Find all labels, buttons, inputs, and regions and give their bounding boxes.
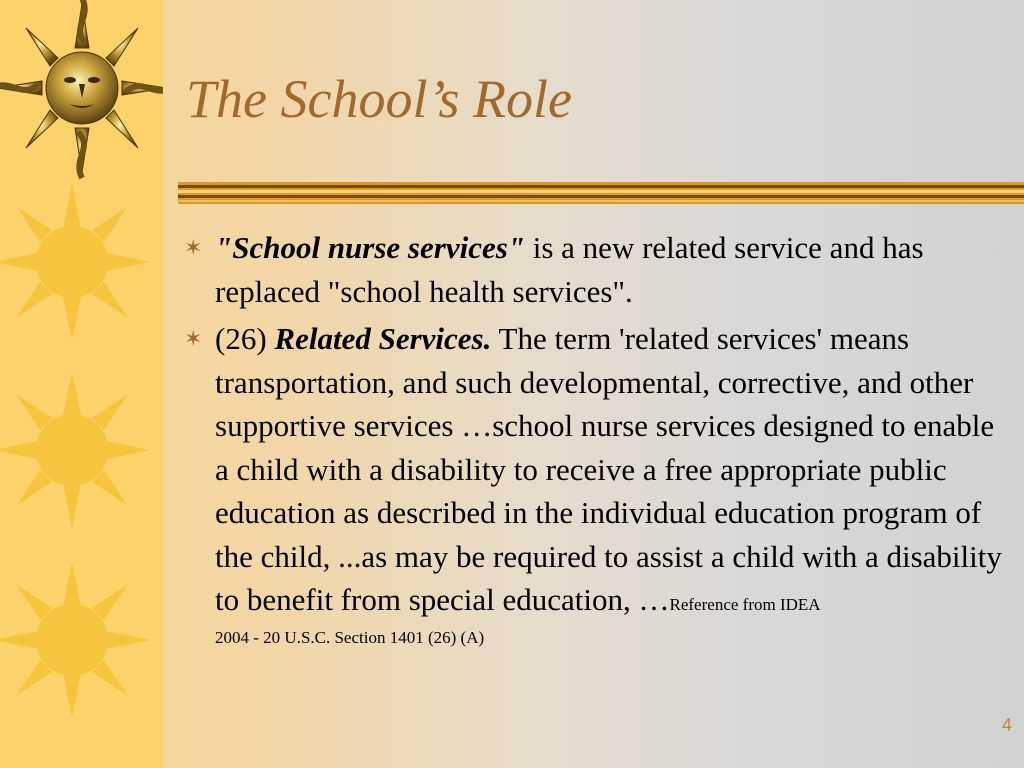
reference-citation: 2004 - 20 U.S.C. Section 1401 (26) (A)	[215, 627, 485, 647]
sun-icon	[0, 372, 150, 528]
star-bullet-icon: ✶	[184, 326, 203, 351]
sun-face-icon	[0, 0, 163, 178]
bullet-prefix: (26)	[215, 321, 275, 356]
page-number: 4	[1001, 715, 1012, 735]
sidebar-suns	[0, 0, 163, 768]
bullet-item	[184, 226, 1009, 313]
sun-icon	[0, 184, 150, 340]
sun-icon	[0, 562, 150, 718]
bullet-text: is a new related service and has replaced "school health services".	[215, 230, 924, 309]
bullet-emphasis: Related Services.	[274, 321, 492, 356]
reference-text: Reference from IDEA	[669, 595, 821, 614]
slide-title: The School’s Role	[186, 69, 572, 129]
bullet-emphasis: "School nurse services"	[215, 230, 525, 265]
decorative-sidebar	[0, 0, 163, 768]
star-bullet-icon: ✶	[184, 235, 203, 260]
title-divider	[178, 182, 1024, 204]
slide-body	[184, 226, 1009, 663]
bullet-text: The term 'related services' means transportation, and such developmental, corrective, and other supportive services …school nurse services designed to enable a child with a disability to receive a free appropriate public education as described in the individual education program of the child, ...as may be required to assist a child with a disability to benefit from special education, …	[215, 321, 1002, 617]
bullet-item	[184, 317, 1009, 659]
